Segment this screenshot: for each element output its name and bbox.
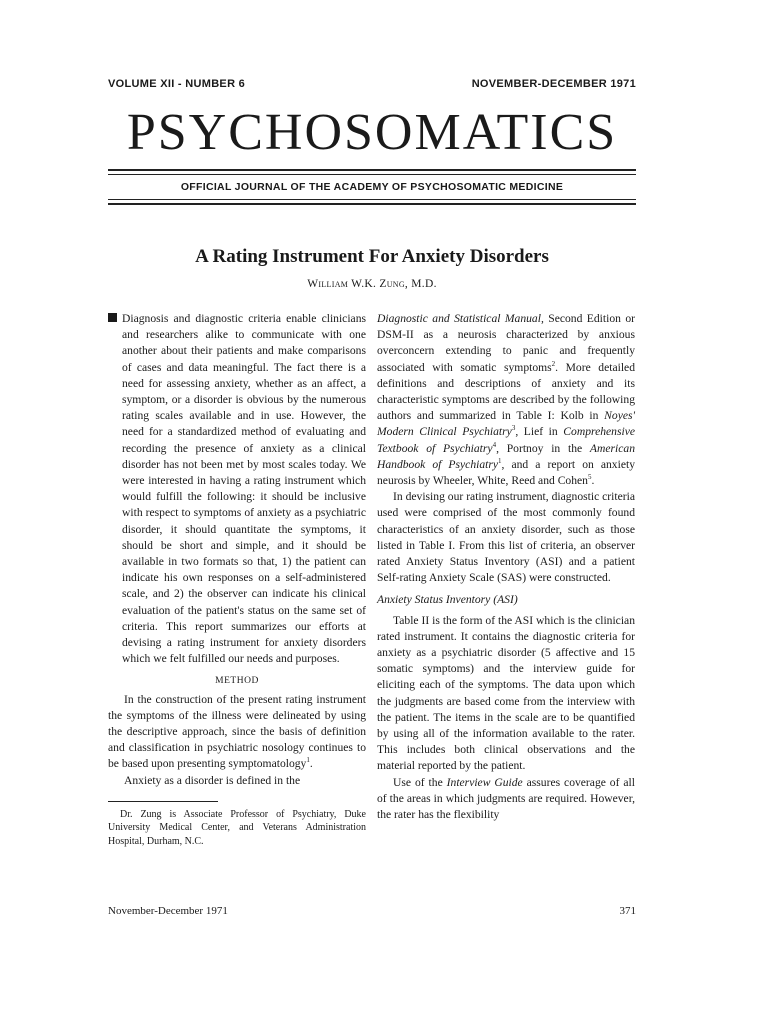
definition-paragraph: Anxiety as a disorder is defined in the: [124, 773, 301, 787]
author-footnote: Dr. Zung is Associate Professor of Psychiatry, Duke University Medical Center, and Veterans Administration Hospital, Durham, N.C.: [108, 808, 366, 847]
asi-heading: Anxiety Status Inventory (ASI): [377, 593, 518, 607]
interview-guide-paragraph: Use of the Interview Guide assures coverage of all of the areas in which judgments are required. However, the rater has the flexibility: [377, 775, 635, 822]
volume-number: VOLUME XII - NUMBER 6: [108, 78, 246, 90]
right-column: [377, 311, 635, 823]
square-bullet-icon: [108, 313, 117, 322]
page-footer: [108, 905, 636, 917]
method-paragraph: In the construction of the present rating instrument the symptoms of the illness were delineated by using the descriptive approach, since the basis of definition and classification in psychiatric nosology continues to be based upon presenting symptomatology$^1$.: [108, 692, 366, 771]
masthead-rule-top: [108, 169, 636, 171]
dsm-paragraph: Diagnostic and Statistical Manual, Second Edition or DSM-II as a neurosis characterized by anxious overconcern extending to panic and frequently associated with somatic symptoms$^2$. More detailed definitions and descriptions of anxiety and its characteristic symptoms are described by the following authors and summarized in Table I: Kolb in Noyes' Modern Clinical Psychiatry$^3$, Lief in Comprehensive Textbook of Psychiatry$^4$, Portnoy in the American Handbook of Psychiatry$^1$, and a report on anxiety neurosis by Wheeler, White, Reed and Cohen$^5$.: [377, 312, 635, 488]
journal-subtitle: OFFICIAL JOURNAL OF THE ACADEMY OF PSYCHOSOMATIC MEDICINE: [180, 181, 564, 193]
article-title: A Rating Instrument For Anxiety Disorders: [195, 246, 549, 267]
masthead-rule-bottom: [108, 203, 636, 205]
article-author: William W.K. Zung, M.D.: [307, 278, 437, 290]
footnote-rule: [108, 801, 218, 802]
intro-paragraph: Diagnosis and diagnostic criteria enable clinicians and researchers alike to communicate with one another about their patients and make comparisons of cases and data meaningful. The fact there is a need for assessing anxiety, whether as an affect, a symptom, or a disorder is obvious by the numerous rating scales available and in use. However, the need for a standardized method of evaluating and recording the presence of anxiety as a clinical disorder has not been met by most scales today. We were interested in having a rating instrument which would fulfill the following: it should be inclusive with respect to symptoms of anxiety as a psychiatric disorder, it should quantitate the symptoms, it should be short and simple, and it should be available in two formats so that, 1) the patient can indicate his own responses on a self-administered scale, and 2) the observer can indicate his clinical evaluation of the patient's status on the same set of criteria. This report summarizes our efforts at devising a rating instrument for anxiety disorders which we felt fulfilled our needs and purposes.: [108, 311, 366, 667]
left-column: [108, 311, 366, 848]
masthead-rule-bottom-thin: [108, 199, 636, 200]
issue-date: NOVEMBER-DECEMBER 1971: [471, 78, 636, 90]
method-heading: METHOD: [215, 676, 259, 687]
page-number: 371: [619, 905, 636, 917]
journal-masthead: PSYCHOSOMATICS: [126, 104, 618, 161]
devising-paragraph: In devising our rating instrument, diagnostic criteria used were comprised of the most commonly found characteristics of an anxiety disorder, such as those listed in Table I. From this list of criteria, an observer rated Anxiety Status Inventory (ASI) and a patient Self-rating Anxiety Scale (SAS) were constructed.: [377, 490, 635, 585]
asi-paragraph: Table II is the form of the ASI which is the clinician rated instrument. It contains the diagnostic criteria for anxiety as a psychiatric disorder (5 affective and 15 somatic symptoms) and the interview guide for eliciting each of the symptoms. The data upon which the judgments are based come from the interview with the patient. The items in the scale are to be quantified by using all of the information available to the rater. This includes both clinical observations and the material reported by the patient.: [377, 613, 635, 773]
journal-issue-line: [108, 78, 636, 90]
footer-date: November-December 1971: [108, 905, 228, 917]
reference-marker: 1: [306, 756, 310, 765]
masthead-rule-top-thin: [108, 174, 636, 175]
